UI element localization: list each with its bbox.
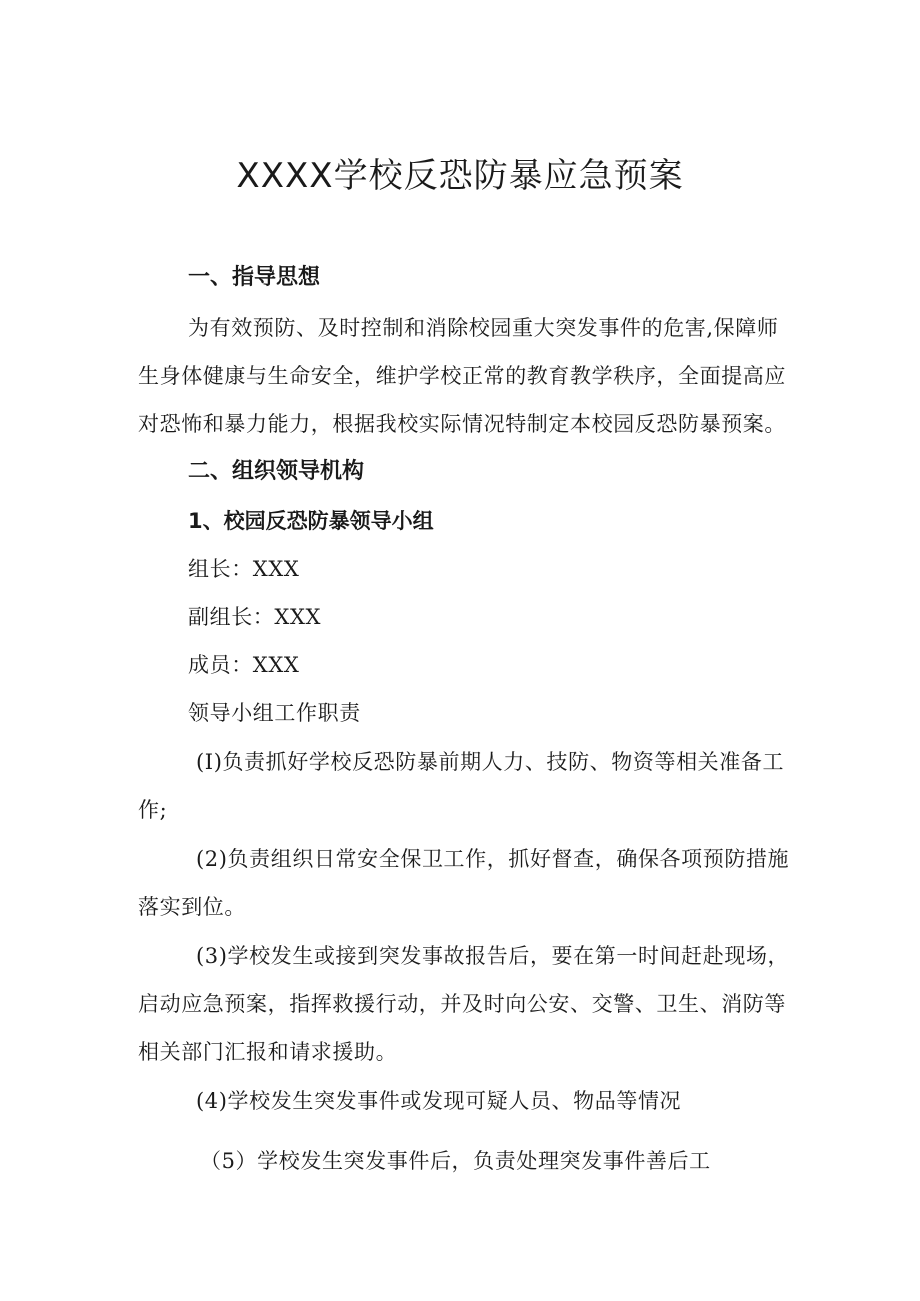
paragraph-line: 生身体健康与生命安全，维护学校正常的教育教学秩序，全面提高应	[138, 364, 786, 388]
duties-title: 领导小组工作职责	[188, 701, 361, 725]
deputy-leader-line: 副组长：XXX	[188, 605, 322, 629]
duty-1-line: 作;	[138, 798, 168, 822]
duty-3-line: (3)学校发生或接到突发事故报告后，要在第一时间赶赴现场，	[196, 944, 790, 968]
paragraph-line: 为有效预防、及时控制和消除校园重大突发事件的危害,保障师	[188, 316, 779, 340]
paragraph-line: 对恐怖和暴力能力，根据我校实际情况特制定本校园反恐防暴预案。	[138, 412, 786, 436]
members-line: 成员：XXX	[188, 653, 300, 677]
duty-1-line: (I)负责抓好学校反恐防暴前期人力、技防、物资等相关准备工	[196, 750, 785, 774]
leader-line: 组长：XXX	[188, 557, 300, 581]
duty-2-line: (2)负责组织日常安全保卫工作，抓好督查，确保各项预防措施	[196, 847, 790, 871]
section-heading-guiding-ideology: 一、指导思想	[188, 265, 321, 290]
duty-3-line: 相关部门汇报和请求援助。	[138, 1040, 398, 1064]
subsection-heading-leading-group: 1、校园反恐防暴领导小组	[188, 509, 434, 533]
duty-3-line: 启动应急预案，指挥救援行动，并及时向公安、交警、卫生、消防等	[138, 992, 786, 1016]
page-title: XXXX学校反恐防暴应急预案	[236, 156, 684, 196]
duty-5-line: （5）学校发生突发事件后，负责处理突发事件善后工	[200, 1149, 711, 1173]
duty-2-line: 落实到位。	[138, 895, 246, 919]
section-heading-organization: 二、组织领导机构	[188, 459, 365, 484]
duty-4-line: (4)学校发生突发事件或发现可疑人员、物品等情况	[196, 1089, 682, 1113]
